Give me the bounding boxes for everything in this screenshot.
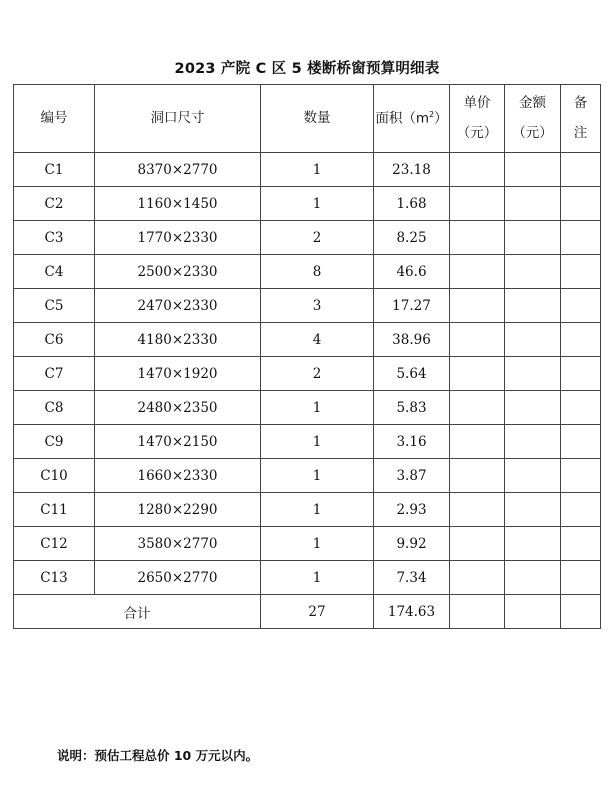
- table-row: [14, 255, 601, 289]
- cell-remark: [561, 221, 601, 255]
- table-row: [14, 221, 601, 255]
- cell-qty: 2: [261, 357, 374, 391]
- cell-code: C5: [14, 289, 95, 323]
- cell-size: 1470×2150: [95, 425, 261, 459]
- header-remark-line1: 备: [573, 94, 588, 111]
- cell-unit-price: [450, 391, 505, 425]
- cell-unit-price: [450, 357, 505, 391]
- total-qty: 27: [261, 595, 374, 629]
- table-row: [14, 425, 601, 459]
- header-remark-line2: 注: [573, 124, 588, 141]
- total-label: 合计: [14, 595, 261, 629]
- cell-code: C7: [14, 357, 95, 391]
- header-area-close: ）: [434, 110, 448, 127]
- header-area: [374, 85, 450, 153]
- cell-amount: [505, 425, 561, 459]
- cell-remark: [561, 357, 601, 391]
- cell-unit-price: [450, 459, 505, 493]
- total-remark: [561, 595, 601, 629]
- header-amount-line2: （元）: [512, 124, 553, 141]
- cell-remark: [561, 527, 601, 561]
- total-amount: [505, 595, 561, 629]
- header-code: 编号: [14, 85, 95, 153]
- cell-area: 3.87: [374, 459, 450, 493]
- table-row: [14, 527, 601, 561]
- cell-remark: [561, 391, 601, 425]
- cell-qty: 3: [261, 289, 374, 323]
- cell-unit-price: [450, 255, 505, 289]
- header-unit-price: [450, 85, 505, 153]
- cell-area: 17.27: [374, 289, 450, 323]
- budget-table: [13, 84, 601, 629]
- header-unit-price-line2: （元）: [456, 124, 498, 141]
- header-opening-size: 洞口尺寸: [95, 85, 261, 153]
- cell-amount: [505, 153, 561, 187]
- table-row: [14, 493, 601, 527]
- cell-code: C11: [14, 493, 95, 527]
- document-title: 2023 产院 C 区 5 楼断桥窗预算明细表: [174, 61, 440, 77]
- header-row: [14, 85, 601, 153]
- cell-qty: 8: [261, 255, 374, 289]
- cell-size: 1280×2290: [95, 493, 261, 527]
- cell-area: 38.96: [374, 323, 450, 357]
- table-row: [14, 323, 601, 357]
- table-row: [14, 357, 601, 391]
- cell-area: 5.83: [374, 391, 450, 425]
- cell-amount: [505, 221, 561, 255]
- header-quantity: 数量: [261, 85, 374, 153]
- cell-remark: [561, 153, 601, 187]
- cell-remark: [561, 459, 601, 493]
- cell-qty: 1: [261, 527, 374, 561]
- cell-remark: [561, 493, 601, 527]
- cell-unit-price: [450, 289, 505, 323]
- cell-area: 3.16: [374, 425, 450, 459]
- cell-size: 8370×2770: [95, 153, 261, 187]
- cell-code: C2: [14, 187, 95, 221]
- cell-size: 1660×2330: [95, 459, 261, 493]
- cell-remark: [561, 255, 601, 289]
- cell-area: 46.6: [374, 255, 450, 289]
- cell-amount: [505, 561, 561, 595]
- footnote: 说明：预估工程总价 10 万元以内。: [57, 748, 259, 763]
- cell-qty: 1: [261, 425, 374, 459]
- cell-unit-price: [450, 425, 505, 459]
- header-unit-price-line1: 单价: [463, 94, 491, 111]
- table-row: [14, 459, 601, 493]
- cell-size: 4180×2330: [95, 323, 261, 357]
- total-area: 174.63: [374, 595, 450, 629]
- header-amount-line1: 金额: [519, 94, 546, 111]
- cell-qty: 1: [261, 561, 374, 595]
- cell-remark: [561, 289, 601, 323]
- cell-unit-price: [450, 187, 505, 221]
- cell-qty: 4: [261, 323, 374, 357]
- cell-size: 2500×2330: [95, 255, 261, 289]
- cell-area: 5.64: [374, 357, 450, 391]
- cell-amount: [505, 357, 561, 391]
- cell-code: C1: [14, 153, 95, 187]
- cell-code: C3: [14, 221, 95, 255]
- cell-amount: [505, 255, 561, 289]
- cell-amount: [505, 187, 561, 221]
- cell-area: 9.92: [374, 527, 450, 561]
- cell-area: 23.18: [374, 153, 450, 187]
- total-row: [14, 595, 601, 629]
- cell-qty: 1: [261, 391, 374, 425]
- header-amount: [505, 85, 561, 153]
- cell-size: 2480×2350: [95, 391, 261, 425]
- cell-qty: 1: [261, 153, 374, 187]
- cell-remark: [561, 187, 601, 221]
- cell-code: C8: [14, 391, 95, 425]
- cell-size: 2650×2770: [95, 561, 261, 595]
- cell-area: 7.34: [374, 561, 450, 595]
- cell-code: C10: [14, 459, 95, 493]
- cell-area: 2.93: [374, 493, 450, 527]
- cell-size: 1470×1920: [95, 357, 261, 391]
- cell-code: C6: [14, 323, 95, 357]
- cell-area: 8.25: [374, 221, 450, 255]
- cell-code: C12: [14, 527, 95, 561]
- cell-qty: 1: [261, 459, 374, 493]
- cell-code: C9: [14, 425, 95, 459]
- cell-amount: [505, 323, 561, 357]
- cell-unit-price: [450, 153, 505, 187]
- cell-unit-price: [450, 493, 505, 527]
- cell-amount: [505, 493, 561, 527]
- cell-remark: [561, 561, 601, 595]
- cell-size: 1770×2330: [95, 221, 261, 255]
- cell-unit-price: [450, 527, 505, 561]
- cell-remark: [561, 323, 601, 357]
- cell-amount: [505, 289, 561, 323]
- cell-code: C13: [14, 561, 95, 595]
- total-unit-price: [450, 595, 505, 629]
- header-area-label: 面积（m: [375, 110, 430, 127]
- cell-unit-price: [450, 323, 505, 357]
- header-area-superscript: 2: [429, 109, 435, 119]
- cell-size: 3580×2770: [95, 527, 261, 561]
- table-row: [14, 153, 601, 187]
- cell-code: C4: [14, 255, 95, 289]
- cell-amount: [505, 527, 561, 561]
- cell-area: 1.68: [374, 187, 450, 221]
- table-row: [14, 289, 601, 323]
- table-row: [14, 561, 601, 595]
- cell-unit-price: [450, 221, 505, 255]
- cell-qty: 1: [261, 493, 374, 527]
- cell-size: 2470×2330: [95, 289, 261, 323]
- cell-amount: [505, 391, 561, 425]
- cell-qty: 2: [261, 221, 374, 255]
- table-row: [14, 187, 601, 221]
- table-row: [14, 391, 601, 425]
- cell-size: 1160×1450: [95, 187, 261, 221]
- cell-remark: [561, 425, 601, 459]
- cell-amount: [505, 459, 561, 493]
- header-remark: [561, 85, 601, 153]
- cell-qty: 1: [261, 187, 374, 221]
- cell-unit-price: [450, 561, 505, 595]
